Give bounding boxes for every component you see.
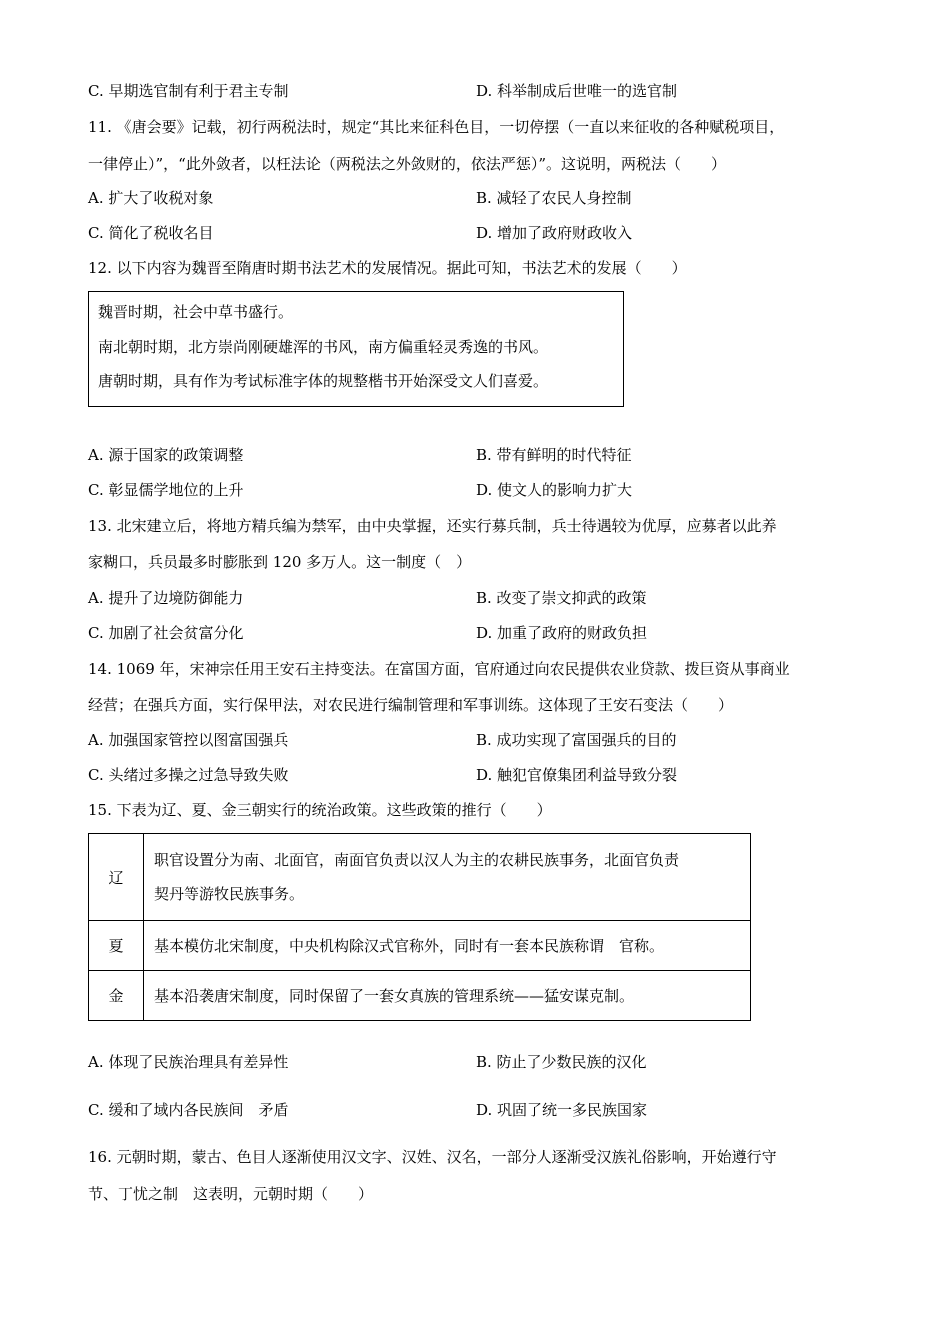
dynasty-cell: 金 xyxy=(89,971,144,1021)
q12-stem: 12. 以下内容为魏晋至隋唐时期书法艺术的发展情况。据此可知，书法艺术的发展（ ） xyxy=(88,259,687,277)
q12-option-c: C. 彰显儒学地位的上升 xyxy=(88,481,244,499)
q16-stem-line1: 16. 元朝时期，蒙古、色目人逐渐使用汉文字、汉姓、汉名，一部分人逐渐受汉族礼俗影响，开始遵行守 xyxy=(88,1148,777,1166)
dynasty-cell: 辽 xyxy=(89,834,144,921)
table-row xyxy=(89,971,751,1021)
q13-option-d: D. 加重了政府的财政负担 xyxy=(476,624,648,642)
q11-option-b: B. 减轻了农民人身控制 xyxy=(476,189,632,207)
q12-option-b: B. 带有鲜明的时代特征 xyxy=(476,446,632,464)
q11-option-d: D. 增加了政府财政收入 xyxy=(476,224,633,242)
q11-option-a: A. 扩大了收税对象 xyxy=(88,189,214,207)
q12-option-a: A. 源于国家的政策调整 xyxy=(88,446,244,464)
q16-stem-line2: 节、丁忧之制 这表明，元朝时期（ ） xyxy=(88,1185,374,1203)
q12-material-box xyxy=(88,291,624,407)
q15-stem: 15. 下表为辽、夏、金三朝实行的统治政策。这些政策的推行（ ） xyxy=(88,801,552,819)
q10-option-c: C. 早期选官制有利于君主专制 xyxy=(88,82,289,100)
q13-option-c: C. 加剧了社会贫富分化 xyxy=(88,624,244,642)
q13-option-b: B. 改变了崇文抑武的政策 xyxy=(476,589,647,607)
dynasty-cell: 夏 xyxy=(89,921,144,971)
q15-policy-table xyxy=(88,833,751,1021)
q14-option-a: A. 加强国家管控以图富国强兵 xyxy=(88,731,289,749)
q14-stem-line1: 14. 1069 年，宋神宗任用王安石主持变法。在富国方面，官府通过向农民提供农业贷款、拨巨资从事商业 xyxy=(88,660,790,678)
table-row xyxy=(89,921,751,971)
q12-option-d: D. 使文人的影响力扩大 xyxy=(476,481,633,499)
q14-option-c: C. 头绪过多操之过急导致失败 xyxy=(88,766,289,784)
q14-option-b: B. 成功实现了富国强兵的目的 xyxy=(476,731,677,749)
policy-cell xyxy=(144,971,751,1021)
q11-stem-line1: 11. 《唐会要》记载，初行两税法时，规定“其比来征科色目，一切停摆（一直以来征收的各种赋税项目， xyxy=(88,118,785,136)
q11-stem-line2: 一律停止）”，“此外敛者，以枉法论（两税法之外敛财的，依法严惩）”。这说明，两税法（ ） xyxy=(88,155,727,173)
q12-material-line: 唐朝时期，具有作为考试标准字体的规整楷书开始深受文人们喜爱。 xyxy=(98,372,549,390)
q15-option-b: B. 防止了少数民族的汉化 xyxy=(476,1053,647,1071)
policy-cell xyxy=(144,834,751,921)
table-row xyxy=(89,834,751,921)
q12-material-line: 魏晋时期，社会中草书盛行。 xyxy=(98,303,294,321)
q13-stem-line2: 家糊口，兵员最多时膨胀到 120 多万人。这一制度（ ） xyxy=(88,553,472,571)
policy-line: 职官设置分为南、北面官，南面官负责以汉人为主的农耕民族事务，北面官负责 xyxy=(154,851,680,869)
q14-stem-line2: 经营；在强兵方面，实行保甲法，对农民进行编制管理和军事训练。这体现了王安石变法（ ） xyxy=(88,696,734,714)
q15-option-d: D. 巩固了统一多民族国家 xyxy=(476,1101,648,1119)
policy-line: 基本模仿北宋制度，中央机构除汉式官称外，同时有一套本民族称谓 官称。 xyxy=(154,936,665,955)
q11-option-c: C. 简化了税收名目 xyxy=(88,224,214,242)
q13-stem-line1: 13. 北宋建立后，将地方精兵编为禁军，由中央掌握，还实行募兵制，兵士待遇较为优厚，应募者以此养 xyxy=(88,517,777,535)
q15-option-c: C. 缓和了域内各民族间 矛盾 xyxy=(88,1101,289,1119)
policy-line: 基本沿袭唐宋制度，同时保留了一套女真族的管理系统——猛安谋克制。 xyxy=(154,986,635,1005)
q15-option-a: A. 体现了民族治理具有差异性 xyxy=(88,1053,289,1071)
policy-cell xyxy=(144,921,751,971)
q13-option-a: A. 提升了边境防御能力 xyxy=(88,589,244,607)
q14-option-d: D. 触犯官僚集团利益导致分裂 xyxy=(476,766,678,784)
q12-material-line: 南北朝时期，北方崇尚刚硬雄浑的书风，南方偏重轻灵秀逸的书风。 xyxy=(98,338,549,356)
policy-line: 契丹等游牧民族事务。 xyxy=(154,885,305,903)
q10-option-d: D. 科举制成后世唯一的选官制 xyxy=(476,82,678,100)
